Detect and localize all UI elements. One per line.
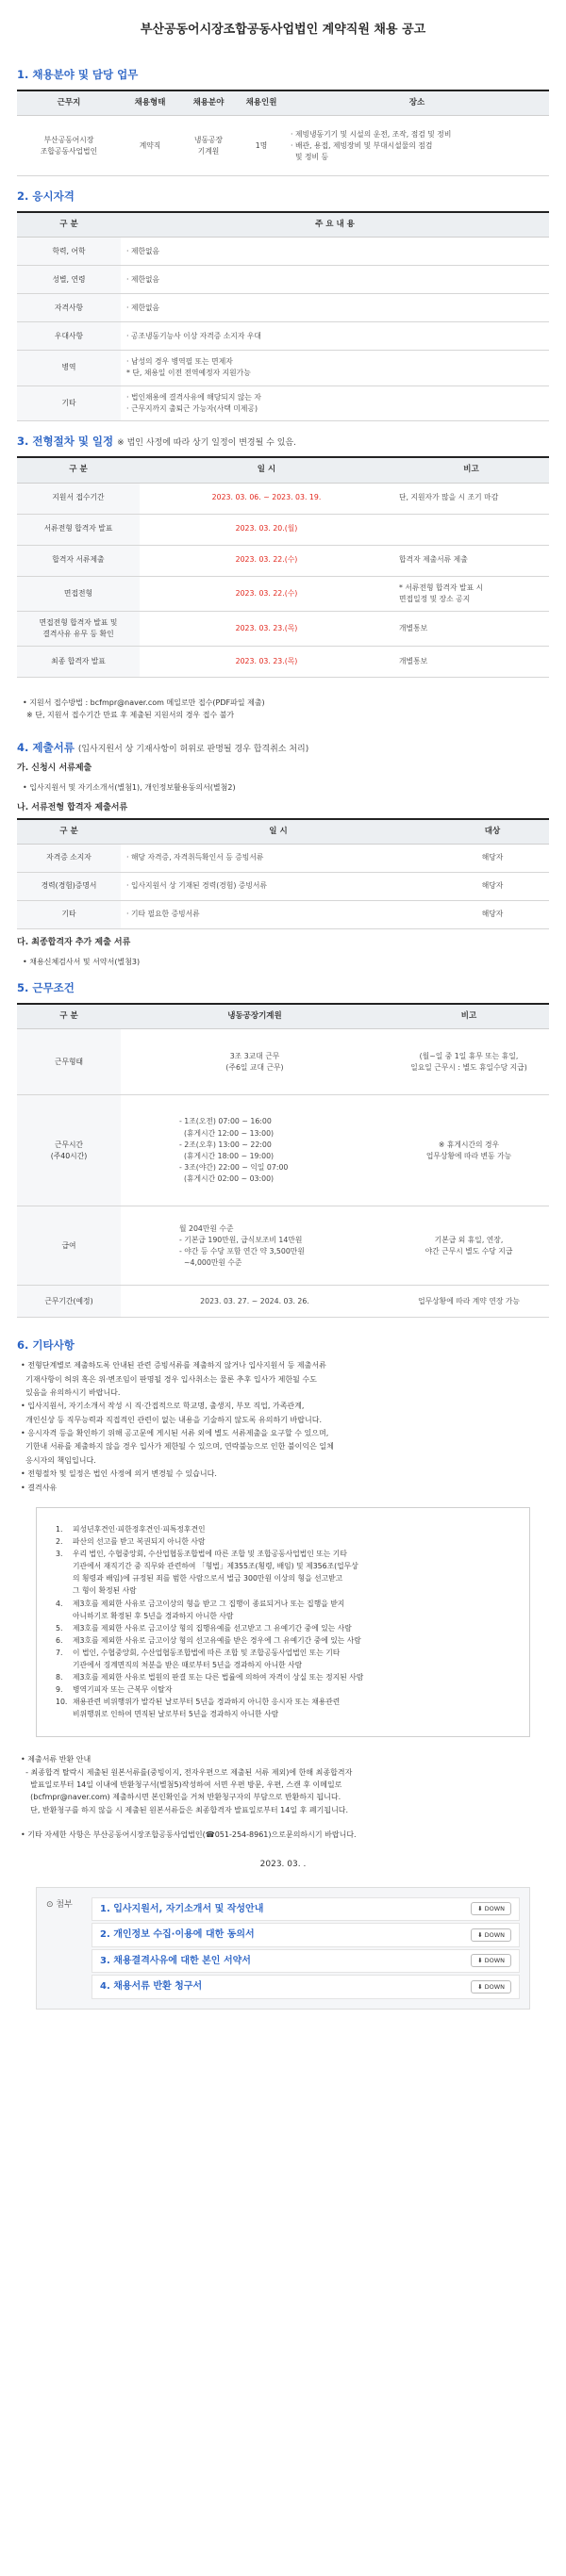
disq-number (56, 1709, 73, 1720)
condition-job: 월 204만원 수준 - 기본급 190만원, 급식보조비 14만원 - 야간 등 수당 포함 연간 약 3,500만원 ~4,000만원 수준 (121, 1206, 389, 1286)
disq-text: 기관에서 재직기간 중 직무와 관련하여 「형법」제355조(횡령, 배임) 및 제356조(업무상 (73, 1562, 358, 1571)
etc-item: • 전형절차 및 일정은 법인 사정에 의거 변경될 수 있습니다. (21, 1469, 217, 1479)
schedule-row (17, 483, 549, 514)
disq-item (56, 1635, 510, 1647)
condition-remark: 업무상황에 따라 계약 연장 가능 (389, 1286, 549, 1318)
download-button[interactable] (471, 1902, 511, 1915)
condition-job: 2023. 03. 27. ~ 2024. 03. 26. (121, 1286, 389, 1318)
doc-category: 경력(경험)증명서 (17, 872, 121, 900)
section-4-heading (17, 741, 549, 756)
section-1-heading: 1. 채용분야 및 담당 업무 (17, 68, 139, 82)
disq-item (56, 1648, 510, 1659)
conditions-table (17, 1003, 549, 1318)
disq-item (56, 1599, 510, 1610)
download-button[interactable] (471, 1980, 511, 1994)
schedule-row (17, 646, 549, 677)
condition-category: 근무기간(예정) (17, 1286, 121, 1318)
docs-a-item: • 입사지원서 및 자기소개서(별첨1), 개인정보활용동의서(별첨2) (23, 783, 236, 793)
th-doc-detail: 일 시 (121, 819, 436, 845)
condition-remark: (월~일 중 1일 휴무 또는 휴일, 일요일 근무시 : 별도 휴일수당 지급) (389, 1029, 549, 1095)
disq-item (56, 1684, 510, 1696)
disq-number: 2. (56, 1537, 63, 1547)
disq-item (56, 1536, 510, 1548)
disq-text: 그 형이 확정된 사람 (73, 1586, 137, 1596)
page-title: 부산공동어시장조합공동사업법인 계약직원 채용 공고 (140, 23, 426, 37)
attach-label-text: 첨부 (56, 1899, 73, 1910)
disq-text: 피성년후견인·피한정후견인·피특정후견인 (73, 1525, 206, 1534)
recruit-count: 1명 (238, 116, 285, 176)
disq-number: 4. (56, 1599, 63, 1608)
th-doc-category: 구 분 (17, 819, 121, 845)
recruit-place: 부산공동어시장 조합공동사업법인 (17, 116, 121, 176)
condition-category: 급여 (17, 1206, 121, 1286)
doc-category: 기타 (17, 900, 121, 928)
attach-row (92, 1897, 520, 1922)
disq-text: 병역기피자 또는 근복무 이탈자 (73, 1685, 173, 1695)
doc-detail: · 기타 필요한 증빙서류 (121, 900, 436, 928)
disq-number: 10. (56, 1698, 68, 1707)
download-icon: ⬇ (477, 1982, 485, 1991)
recruit-type: 계약직 (121, 116, 179, 176)
disq-item (56, 1697, 510, 1708)
th-date: 일 시 (140, 457, 393, 483)
doc-detail: · 해당 자격증, 자격취득확인서 등 증빙서류 (121, 844, 436, 872)
attach-link[interactable]: 1. 입사지원서, 자기소개서 및 작성안내 (100, 1903, 264, 1914)
qual-category: 성별, 연령 (17, 266, 121, 294)
download-label: DOWN (484, 1930, 505, 1939)
th-type: 채용형태 (121, 90, 179, 116)
sub-heading-a: 가. 신청시 서류제출 (17, 763, 92, 774)
schedule-date: 2023. 03. 23.(목) (140, 611, 393, 646)
section-3-heading (17, 435, 549, 450)
schedule-remark: 단, 지원자가 많을 시 조기 마감 (393, 483, 549, 514)
qual-row (17, 266, 549, 294)
qual-content: · 공조냉동기능사 이상 자격증 소지자 우대 (121, 322, 549, 351)
qual-row (17, 351, 549, 386)
apply-method (17, 693, 549, 722)
schedule-step: 서류전형 합격자 발표 (17, 514, 140, 545)
disq-text: 제3호를 제외한 사유로 금고이상 형의 집행유예를 선고받고 그 유예기간 중에 있는 사람 (73, 1623, 352, 1633)
disq-item (56, 1585, 510, 1597)
attach-row (92, 1975, 520, 1999)
download-button[interactable] (471, 1928, 511, 1942)
apply-deadline-note: ※ 단, 지원서 접수기간 만료 후 제출된 지원서의 경우 접수 불가 (26, 711, 235, 720)
qual-row (17, 322, 549, 351)
schedule-date: 2023. 03. 23.(목) (140, 646, 393, 677)
qual-content: · 법인채용에 결격사유에 해당되지 않는 자 · 근무지까지 출퇴근 가능자(사택 미제공) (121, 386, 549, 420)
disq-number (56, 1611, 73, 1622)
th-place: 근무지 (17, 90, 121, 116)
th-cond-category: 구 분 (17, 1004, 121, 1029)
section-2-heading: 2. 응시자격 (17, 189, 75, 204)
attach-row (92, 1949, 520, 1974)
document-row (17, 844, 549, 872)
qual-content: · 제한없음 (121, 266, 549, 294)
qual-content: · 제한없음 (121, 238, 549, 266)
attach-link[interactable]: 3. 채용결격사유에 대한 본인 서약서 (100, 1955, 251, 1966)
th-category: 구 분 (17, 212, 121, 238)
disq-text: 아니하기로 확정된 후 5년을 경과하지 아니한 사람 (73, 1611, 234, 1620)
doc-detail: · 입사지원서 상 기재된 경력(경험) 증빙서류 (121, 872, 436, 900)
attach-icon: ⊙ (46, 1899, 57, 1910)
sub-heading-c: 다. 최종합격자 추가 제출 서류 (17, 937, 131, 947)
disq-number: 6. (56, 1635, 63, 1645)
disq-text: 제3호를 제외한 사유로 법원의 판결 또는 다른 법률에 의하여 자격이 상실 또는 정지된 사람 (73, 1672, 364, 1682)
schedule-step: 지원서 접수기간 (17, 483, 140, 514)
etc-item: • 전형단계별로 제출하도록 안내된 관련 증빙서류를 제출하지 않거나 입사지원서 등 제출서류 (21, 1361, 326, 1370)
etc-item: 응시자의 책임입니다. (21, 1455, 96, 1465)
condition-category: 근무형태 (17, 1029, 121, 1095)
schedule-date: 2023. 03. 06. ~ 2023. 03. 19. (140, 483, 393, 514)
th-cond-job: 냉동공장기계원 (121, 1004, 389, 1029)
attach-link[interactable]: 4. 채용서류 반환 청구서 (100, 1981, 203, 1993)
disq-text: 비위행위로 인하여 면직된 날로부터 5년을 경과하지 아니한 사람 (73, 1710, 279, 1719)
schedule-date: 2023. 03. 22.(수) (140, 545, 393, 576)
contact-line: • 기타 자세한 사항은 부산공동어시장조합공동사업법인(☎051-254-8961)으로문의하시기 바랍니다. (21, 1830, 357, 1840)
schedule-row (17, 545, 549, 576)
disq-text: 기관에서 징계면직의 처분을 받은 때로부터 5년을 경과하지 아니한 사람 (73, 1660, 303, 1669)
schedule-remark: * 서류전형 합격자 발표 시 면접일정 및 장소 공지 (393, 576, 549, 611)
section-5-heading: 5. 근무조건 (17, 981, 75, 995)
disq-number: 5. (56, 1623, 63, 1633)
attach-link[interactable]: 2. 개인정보 수집·이용에 대한 동의서 (100, 1929, 255, 1941)
attach-row (92, 1923, 520, 1947)
th-count: 채용인원 (238, 90, 285, 116)
condition-remark: 기본급 외 휴일, 연장, 야간 근무시 별도 수당 지급 (389, 1206, 549, 1286)
download-icon: ⬇ (477, 1930, 485, 1939)
disq-number (56, 1561, 73, 1572)
attachments (36, 1887, 530, 2010)
download-label: DOWN (484, 1905, 505, 1913)
section-4-note: (입사지원서 상 기재사항이 허위로 판명될 경우 합격취소 처리) (77, 744, 309, 754)
doc-target: 해당자 (436, 844, 549, 872)
disq-text: 제3호를 제외한 사유로 금고이상의 형을 받고 그 집행이 종료되거나 또는 집행을 받지 (73, 1599, 345, 1608)
disq-text: 채용관련 비위행위가 발각된 날로부터 5년을 경과하지 아니한 응시자 또는 채용관련 (73, 1698, 341, 1707)
th-step: 구 분 (17, 457, 140, 483)
th-content: 주 요 내 용 (121, 212, 549, 238)
disq-item (56, 1549, 510, 1560)
schedule-step: 면접전형 합격자 발표 및 결격사유 유무 등 확인 (17, 611, 140, 646)
disq-item (56, 1573, 510, 1584)
disq-text: 이 법인, 수협중앙회, 수산업협동조합법에 따른 조합 및 조합공동사업법인 또는 기타 (73, 1648, 341, 1657)
qual-row (17, 386, 549, 420)
condition-job: - 1조(오전) 07:00 ~ 16:00 (휴게시간 12:00 ~ 13:00) - 2조(오후) 13:00 ~ 22:00 (휴게시간 18:00 ~ 19:00) - 3조(야간) 22:00 ~ 익일 07:00 (휴게시간 02:00 ~ 03:00) (121, 1095, 389, 1206)
download-label: DOWN (484, 1982, 505, 1991)
attach-label (46, 1895, 92, 2001)
document-row (17, 900, 549, 928)
return-line: 단, 반환청구를 하지 않을 시 제출된 원본서류들은 최종합격자 발표일로부터 14일 후 폐기됩니다. (21, 1805, 349, 1814)
download-button[interactable] (471, 1954, 511, 1967)
th-doc-target: 대상 (436, 819, 549, 845)
disq-item (56, 1709, 510, 1720)
recruit-field: 냉동공장 기계원 (179, 116, 238, 176)
schedule-remark (393, 514, 549, 545)
return-line: • 제출서류 반환 안내 (21, 1755, 92, 1764)
etc-item: 개인신상 등 직무능력과 직접적인 관련이 없는 내용을 기술하지 않도록 유의하기 바랍니다. (21, 1415, 322, 1424)
docs-c-item: • 채용신체검사서 및 서약서(별첨3) (23, 957, 141, 966)
disq-number: 8. (56, 1672, 63, 1682)
qual-category: 자격사항 (17, 294, 121, 322)
attach-list (92, 1895, 520, 2001)
condition-remark: ※ 휴게시간의 경우 업무상황에 따라 변동 가능 (389, 1095, 549, 1206)
disq-number: 3. (56, 1550, 63, 1559)
disq-item (56, 1524, 510, 1535)
contact-notice (17, 1829, 549, 1841)
schedule-row (17, 514, 549, 545)
return-line: (bcfmpr@naver.com) 제출하시면 본인확인을 거쳐 반환청구자의 부담으로 반환하지 됩니다. (21, 1793, 341, 1802)
section-3-title: 3. 전형절차 및 일정 (17, 434, 114, 448)
schedule-remark: 합격자 제출서류 제출 (393, 545, 549, 576)
qualification-table (17, 211, 549, 420)
etc-item: 기한내 서류를 제출하지 않을 경우 입사가 제한될 수 있으며, 연락불능으로 인한 불이익은 일체 (21, 1442, 334, 1452)
th-duty: 장소 (285, 90, 549, 116)
th-field: 채용분야 (179, 90, 238, 116)
disq-number: 1. (56, 1525, 63, 1534)
document-row (17, 872, 549, 900)
etc-list (17, 1360, 549, 1494)
schedule-date: 2023. 03. 20.(월) (140, 514, 393, 545)
section-6-heading: 6. 기타사항 (17, 1338, 75, 1353)
section-4-title: 4. 제출서류 (17, 740, 75, 754)
disqualification-list (56, 1524, 510, 1720)
disq-text: 제3호를 제외한 사유로 금고이상 형의 선고유예를 받은 경우에 그 유예기간 중에 있는 사람 (73, 1635, 361, 1645)
schedule-remark: 개별통보 (393, 611, 549, 646)
etc-item: 기재사항이 허위 혹은 위·변조임이 판명될 경우 입사취소는 물론 추후 입사가 제한될 수도 (21, 1374, 317, 1384)
etc-item: 있음을 유의하시기 바랍니다. (21, 1387, 121, 1397)
disq-number (56, 1573, 73, 1584)
qual-content: · 남성의 경우 병역필 또는 면제자 * 단, 채용일 이전 전역예정자 지원가능 (121, 351, 549, 386)
schedule-step: 면접전형 (17, 576, 140, 611)
disq-number (56, 1585, 73, 1597)
doc-category: 자격증 소지자 (17, 844, 121, 872)
etc-item: • 결격사유 (21, 1483, 58, 1492)
disq-number: 7. (56, 1648, 63, 1657)
schedule-remark: 개별통보 (393, 646, 549, 677)
doc-target: 해당자 (436, 900, 549, 928)
recruit-table (17, 90, 549, 176)
qual-category: 병역 (17, 351, 121, 386)
disq-number: 9. (56, 1685, 63, 1695)
disq-text: 우리 법인, 수협중앙회, 수산업협동조합법에 따른 조합 및 조합공동사업법인 또는 기타 (73, 1550, 347, 1559)
qual-category: 학력, 어학 (17, 238, 121, 266)
disq-item (56, 1672, 510, 1683)
schedule-row (17, 576, 549, 611)
qual-row (17, 294, 549, 322)
qual-row (17, 238, 549, 266)
schedule-step: 합격자 서류제출 (17, 545, 140, 576)
documents-table (17, 818, 549, 929)
etc-item: • 입사지원서, 자기소개서 작성 시 직·간접적으로 학교명, 출생지, 부모 직업, 가족관계, (21, 1402, 305, 1411)
return-line: 발표일로부터 14일 이내에 반환청구서(별첨5)작성하여 서면 우편 방문, 우편, 스캔 후 이메일로 (21, 1780, 342, 1790)
disq-item (56, 1660, 510, 1671)
qual-content: · 제한없음 (121, 294, 549, 322)
sub-heading-b: 나. 서류전형 합격자 제출서류 (17, 802, 128, 812)
schedule-date: 2023. 03. 22.(수) (140, 576, 393, 611)
return-notice (17, 1754, 549, 1816)
download-icon: ⬇ (477, 1905, 485, 1913)
disq-number (56, 1660, 73, 1671)
disq-text: 파산의 선고를 받고 복권되지 아니한 사람 (73, 1537, 206, 1547)
disq-item (56, 1623, 510, 1634)
qual-category: 우대사항 (17, 322, 121, 351)
etc-item: • 응시자격 등을 확인하기 위해 공고문에 게시된 서류 외에 별도 서류제출을 요구할 수 있으며, (21, 1429, 329, 1438)
qual-category: 기타 (17, 386, 121, 420)
schedule-row (17, 611, 549, 646)
doc-target: 해당자 (436, 872, 549, 900)
disq-item (56, 1561, 510, 1572)
disq-item (56, 1611, 510, 1622)
download-icon: ⬇ (477, 1957, 485, 1965)
recruit-duty: · 제빙냉동기기 및 시설의 운전, 조작, 점검 및 정비 · 배관, 용접, 제빙장비 및 부대시설물의 점검 및 정비 등 (285, 116, 549, 176)
condition-category: 근무시간 (주40시간) (17, 1095, 121, 1206)
condition-row (17, 1029, 549, 1095)
schedule-table (17, 456, 549, 677)
download-label: DOWN (484, 1957, 505, 1965)
disq-text: 의 횡령과 배임)에 규정된 죄를 범한 사람으로서 벌금 300만원 이상의 형을 선고받고 (73, 1574, 343, 1583)
condition-row (17, 1095, 549, 1206)
condition-row (17, 1286, 549, 1318)
condition-job: 3조 3교대 근무 (주6일 교대 근무) (121, 1029, 389, 1095)
schedule-step: 최종 합격자 발표 (17, 646, 140, 677)
return-line: - 최종합격 탈락시 제출된 원본서류를(중빙이지, 전자우편으로 제출된 서류 제외)에 한해 최종합격자 (21, 1767, 353, 1777)
notice-date: 2023. 03. . (259, 1859, 307, 1869)
th-cond-remark: 비고 (389, 1004, 549, 1029)
disqualification-box (36, 1507, 530, 1737)
th-remark: 비고 (393, 457, 549, 483)
condition-row (17, 1206, 549, 1286)
apply-method-line: • 지원서 접수방법 : bcfmpr@naver.com 메일로만 접수(PDF파일 제출) (23, 697, 265, 707)
section-3-note: ※ 법인 사정에 따라 상기 일정이 변경될 수 있음. (117, 437, 296, 448)
